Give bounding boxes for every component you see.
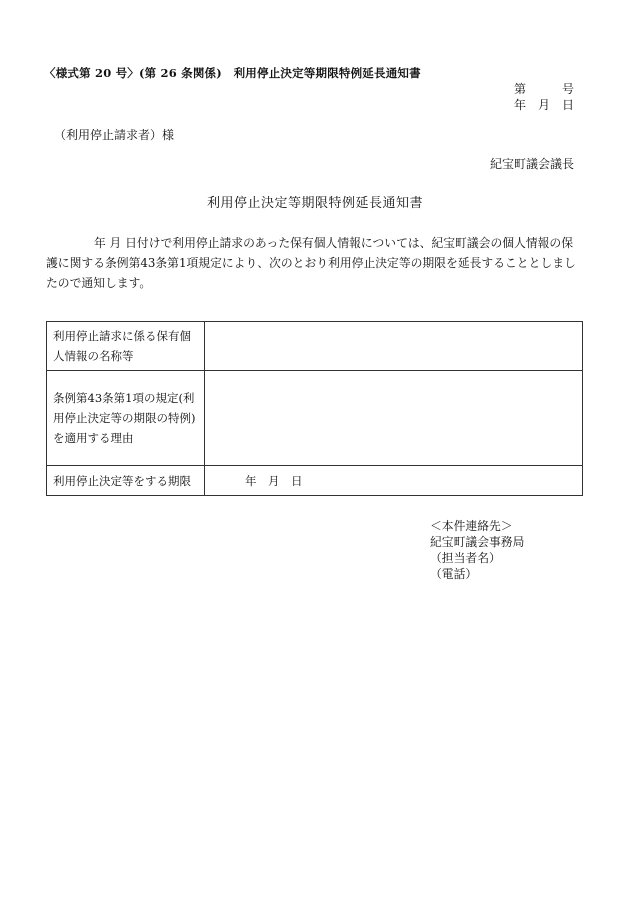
document-title: 利用停止決定等期限特例延長通知書: [206, 196, 423, 211]
sender: 紀宝町議会議長: [490, 157, 575, 171]
form-label: 〈様式第 20 号〉(第 26 条関係) 利用停止決定等期限特例延長通知書: [44, 66, 421, 80]
table-value-cell: [205, 371, 583, 466]
info-table: [46, 321, 583, 496]
contact-person: （担当者名）: [430, 551, 501, 565]
contact-heading: ＜本件連絡先＞: [430, 519, 513, 533]
table-label-cell: 利用停止決定等をする期限: [47, 466, 205, 496]
table-row: [47, 322, 583, 371]
contact-block: [430, 518, 524, 582]
document-number: 第 号: [514, 82, 575, 96]
table-value-cell: [205, 322, 583, 371]
recipient: （利用停止請求者）様: [54, 128, 175, 142]
document-date: 年 月 日: [514, 98, 575, 112]
contact-phone: （電話）: [430, 567, 478, 581]
table-row: [47, 466, 583, 496]
table-value-cell: 年 月 日: [205, 466, 583, 496]
table-label-cell: 条例第43条第1項の規定(利用停止決定等の期限の特例)を適用する理由: [47, 371, 205, 466]
body-text: 年 月 日付けで利用停止請求のあった保有個人情報については、紀宝町議会の個人情報の保護に関する条例第43条第1項規定により、次のとおり利用停止決定等の期限を延長することとしましたので通知します。: [46, 236, 576, 290]
contact-office: 紀宝町議会事務局: [430, 535, 525, 549]
table-label-cell: 利用停止請求に係る保有個人情報の名称等: [47, 322, 205, 371]
table-row: [47, 371, 583, 466]
